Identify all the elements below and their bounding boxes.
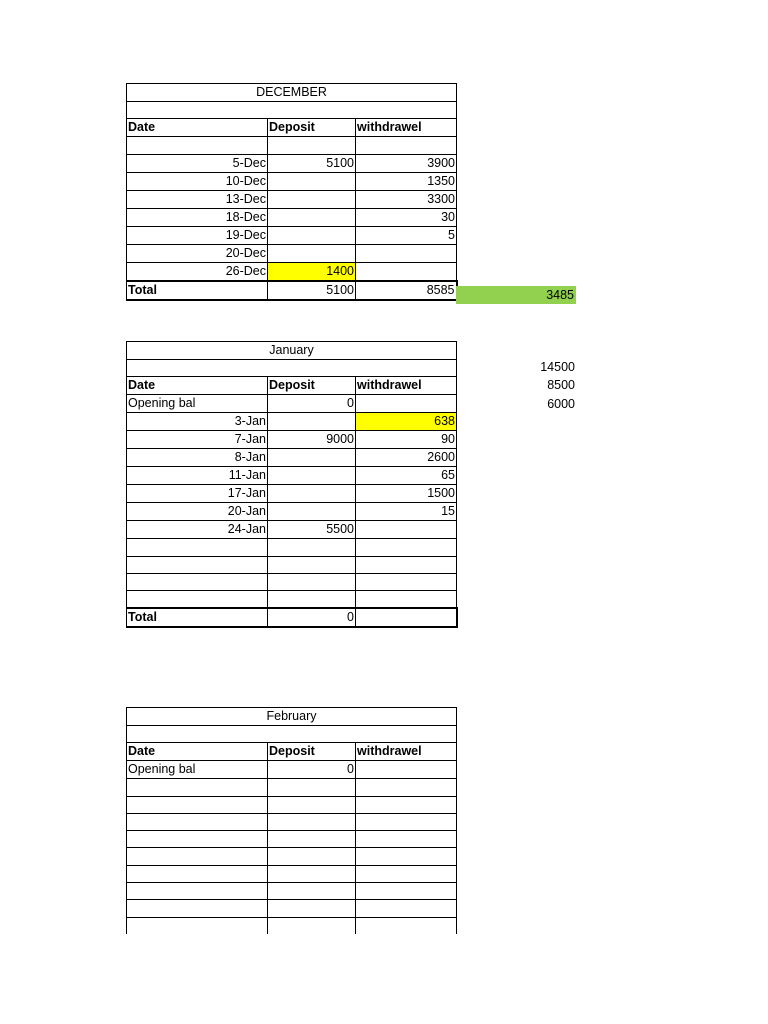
date-cell[interactable] <box>127 813 268 830</box>
withdrawel-cell[interactable] <box>356 761 457 779</box>
withdrawel-cell[interactable]: 30 <box>356 208 457 226</box>
deposit-cell[interactable] <box>268 467 356 485</box>
withdrawel-cell[interactable]: 5 <box>356 226 457 244</box>
deposit-cell[interactable] <box>268 813 356 830</box>
deposit-cell[interactable] <box>268 449 356 467</box>
date-cell[interactable] <box>127 917 268 934</box>
december-table <box>126 83 458 301</box>
date-cell[interactable]: 26-Dec <box>127 262 268 281</box>
deposit-cell[interactable] <box>268 190 356 208</box>
withdrawel-cell[interactable] <box>356 865 457 882</box>
date-cell[interactable]: 20-Jan <box>127 503 268 521</box>
date-cell[interactable]: 7-Jan <box>127 431 268 449</box>
date-cell[interactable] <box>127 865 268 882</box>
deposit-cell[interactable] <box>268 539 356 556</box>
date-cell[interactable] <box>127 831 268 848</box>
date-cell[interactable]: 20-Dec <box>127 244 268 262</box>
withdrawel-cell[interactable] <box>356 900 457 917</box>
deposit-cell[interactable] <box>268 244 356 262</box>
withdrawel-cell[interactable] <box>356 591 457 608</box>
deposit-cell[interactable] <box>268 573 356 590</box>
blank-cell[interactable] <box>356 137 457 154</box>
date-cell[interactable] <box>127 796 268 813</box>
deposit-cell[interactable] <box>268 779 356 796</box>
february-table <box>126 707 457 934</box>
withdrawel-cell[interactable] <box>356 779 457 796</box>
deposit-cell-highlighted[interactable]: 1400 <box>268 262 356 281</box>
side-value[interactable]: 8500 <box>547 378 575 392</box>
date-cell[interactable]: Opening bal <box>127 761 268 779</box>
withdrawel-cell[interactable] <box>356 831 457 848</box>
withdrawel-cell[interactable] <box>356 573 457 590</box>
withdrawel-cell[interactable] <box>356 244 457 262</box>
header-withdrawel[interactable]: withdrawel <box>356 743 457 761</box>
total-label[interactable]: Total <box>127 608 268 627</box>
header-withdrawel[interactable]: withdrawel <box>356 377 457 395</box>
withdrawel-cell-highlighted[interactable]: 638 <box>356 413 457 431</box>
side-value[interactable]: 14500 <box>540 360 575 374</box>
side-value[interactable]: 6000 <box>547 397 575 411</box>
deposit-cell[interactable] <box>268 917 356 934</box>
date-cell[interactable]: 3-Jan <box>127 413 268 431</box>
deposit-cell[interactable] <box>268 883 356 900</box>
deposit-cell[interactable] <box>268 556 356 573</box>
deposit-cell[interactable]: 5100 <box>268 154 356 172</box>
deposit-cell[interactable] <box>268 865 356 882</box>
deposit-cell[interactable] <box>268 831 356 848</box>
date-cell[interactable]: 18-Dec <box>127 208 268 226</box>
withdrawel-cell[interactable] <box>356 796 457 813</box>
deposit-cell[interactable] <box>268 848 356 865</box>
deposit-cell[interactable] <box>268 900 356 917</box>
date-cell[interactable] <box>127 848 268 865</box>
blank-cell[interactable] <box>127 102 457 119</box>
blank-cell[interactable] <box>127 137 268 154</box>
total-withdrawel[interactable]: 8585 <box>356 281 457 300</box>
header-date[interactable]: Date <box>127 377 268 395</box>
header-date[interactable]: Date <box>127 119 268 137</box>
deposit-cell[interactable] <box>268 208 356 226</box>
date-cell[interactable]: Opening bal <box>127 395 268 413</box>
withdrawel-cell[interactable]: 1500 <box>356 485 457 503</box>
date-cell[interactable] <box>127 539 268 556</box>
blank-cell[interactable] <box>127 360 457 377</box>
date-cell[interactable] <box>127 591 268 608</box>
date-cell[interactable] <box>127 573 268 590</box>
withdrawel-cell[interactable] <box>356 539 457 556</box>
withdrawel-cell[interactable] <box>356 556 457 573</box>
withdrawel-cell[interactable]: 15 <box>356 503 457 521</box>
withdrawel-cell[interactable]: 3300 <box>356 190 457 208</box>
total-withdrawel[interactable] <box>356 608 457 627</box>
date-cell[interactable]: 17-Jan <box>127 485 268 503</box>
deposit-cell[interactable] <box>268 226 356 244</box>
december-title[interactable]: DECEMBER <box>127 84 457 102</box>
february-title[interactable]: February <box>127 708 457 726</box>
total-deposit[interactable]: 5100 <box>268 281 356 300</box>
deposit-cell[interactable]: 5500 <box>268 521 356 539</box>
date-cell[interactable]: 19-Dec <box>127 226 268 244</box>
date-cell[interactable]: 10-Dec <box>127 172 268 190</box>
deposit-cell[interactable] <box>268 413 356 431</box>
date-cell[interactable]: 13-Dec <box>127 190 268 208</box>
withdrawel-cell[interactable] <box>356 813 457 830</box>
deposit-cell[interactable] <box>268 591 356 608</box>
withdrawel-cell[interactable]: 3900 <box>356 154 457 172</box>
withdrawel-cell[interactable]: 2600 <box>356 449 457 467</box>
withdrawel-cell[interactable]: 90 <box>356 431 457 449</box>
withdrawel-cell[interactable] <box>356 262 457 281</box>
header-deposit[interactable]: Deposit <box>268 119 356 137</box>
withdrawel-cell[interactable]: 65 <box>356 467 457 485</box>
date-cell[interactable] <box>127 556 268 573</box>
december-balance-cell[interactable]: 3485 <box>456 286 576 304</box>
date-cell[interactable] <box>127 883 268 900</box>
deposit-cell[interactable] <box>268 485 356 503</box>
withdrawel-cell[interactable] <box>356 917 457 934</box>
deposit-cell[interactable] <box>268 796 356 813</box>
header-deposit[interactable]: Deposit <box>268 377 356 395</box>
deposit-cell[interactable]: 0 <box>268 395 356 413</box>
blank-cell[interactable] <box>268 137 356 154</box>
deposit-cell[interactable]: 0 <box>268 761 356 779</box>
withdrawel-cell[interactable]: 1350 <box>356 172 457 190</box>
date-cell[interactable]: 24-Jan <box>127 521 268 539</box>
total-deposit[interactable]: 0 <box>268 608 356 627</box>
blank-cell[interactable] <box>127 726 457 743</box>
total-label[interactable]: Total <box>127 281 268 300</box>
date-cell[interactable]: 5-Dec <box>127 154 268 172</box>
date-cell[interactable] <box>127 779 268 796</box>
deposit-cell[interactable]: 9000 <box>268 431 356 449</box>
date-cell[interactable]: 8-Jan <box>127 449 268 467</box>
withdrawel-cell[interactable] <box>356 883 457 900</box>
date-cell[interactable]: 11-Jan <box>127 467 268 485</box>
withdrawel-cell[interactable] <box>356 521 457 539</box>
january-title[interactable]: January <box>127 342 457 360</box>
header-date[interactable]: Date <box>127 743 268 761</box>
deposit-cell[interactable] <box>268 503 356 521</box>
date-cell[interactable] <box>127 900 268 917</box>
january-table <box>126 341 458 628</box>
header-withdrawel[interactable]: withdrawel <box>356 119 457 137</box>
header-deposit[interactable]: Deposit <box>268 743 356 761</box>
withdrawel-cell[interactable] <box>356 395 457 413</box>
withdrawel-cell[interactable] <box>356 848 457 865</box>
deposit-cell[interactable] <box>268 172 356 190</box>
